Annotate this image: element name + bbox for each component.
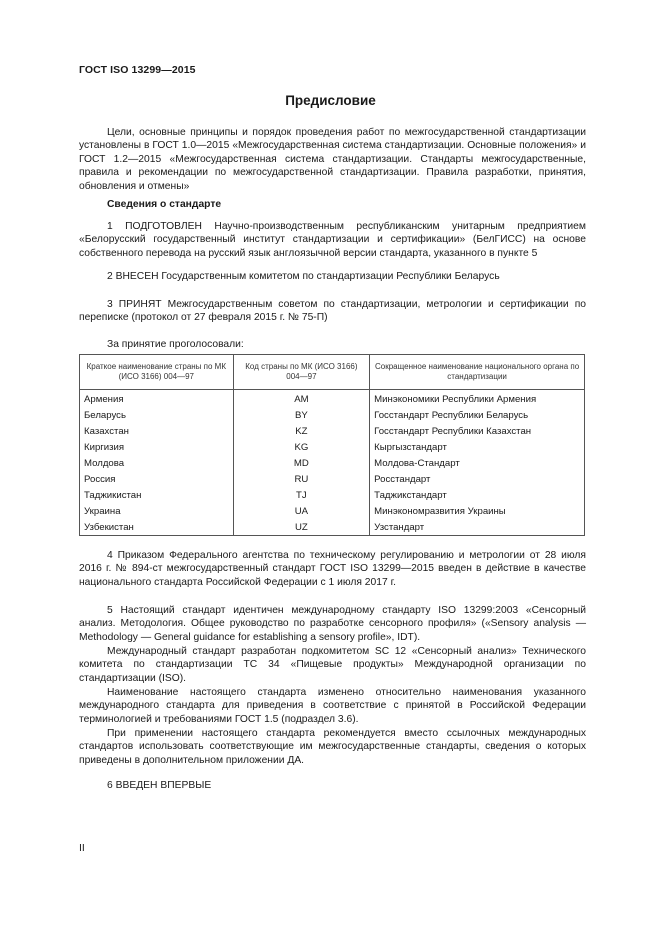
table-row [80, 487, 585, 503]
countries-table [79, 354, 585, 536]
page-number: II [79, 842, 85, 854]
item-3-paragraph: 3 ПРИНЯТ Межгосударственным советом по стандартизации, метрологии и сертификации по переписке (протокол от 27 февраля 2015 г. № 75-П) [79, 299, 586, 324]
header-country: Краткое наименование страны по МК (ИСО 3166) 004—97 [80, 355, 234, 390]
code-cell: KZ [233, 424, 370, 440]
country-cell: Киргизия [80, 440, 234, 456]
country-cell: Беларусь [80, 408, 234, 424]
vote-label: За принятие проголосовали: [107, 339, 244, 350]
code-cell: UZ [233, 519, 370, 535]
table-row [80, 440, 585, 456]
header-code: Код страны по МК (ИСО 3166) 004—97 [233, 355, 370, 390]
table-row [80, 456, 585, 472]
table-row [80, 424, 585, 440]
code-cell: KG [233, 440, 370, 456]
agency-cell: Молдова-Стандарт [370, 456, 585, 472]
code-cell: AM [233, 390, 370, 408]
header-agency: Сокращенное наименование национального органа по стандартизации [370, 355, 585, 390]
item-5-references-paragraph: При применении настоящего стандарта рекомендуется вместо ссылочных международных стандартов использовать соответствующие им межгосударственные стандарты, сведения о которых приведены в дополнительном приложении ДА. [79, 728, 586, 766]
item-6-line: 6 ВВЕДЕН ВПЕРВЫЕ [107, 780, 212, 791]
item-5-naming-paragraph: Наименование настоящего стандарта изменено относительно наименования указанного международного стандарта для приведения в соответствие с принятой в Российской Федерации терминологией и требованиями ГОСТ 1.5 (подраздел 3.6). [79, 687, 586, 725]
agency-cell: Росстандарт [370, 471, 585, 487]
agency-cell: Узстандарт [370, 519, 585, 535]
item-2-paragraph: 2 ВНЕСЕН Государственным комитетом по стандартизации Республики Беларусь [107, 271, 500, 282]
agency-cell: Госстандарт Республики Беларусь [370, 408, 585, 424]
code-cell: UA [233, 503, 370, 519]
table-header-row [80, 355, 585, 390]
agency-cell: Кыргызстандарт [370, 440, 585, 456]
country-cell: Армения [80, 390, 234, 408]
country-cell: Молдова [80, 456, 234, 472]
intro-paragraph: Цели, основные принципы и порядок проведения работ по межгосударственной стандартизации установлены в ГОСТ 1.0—2015 «Межгосударственная система стандартизации. Основные положения» и ГОСТ 1.2—2015 «Межгосударственная система стандартизации. Стандарты межгосударственные, правила и рекомендации по межгосударственной стандартизации. Правила разработки, принятия, обновления и отмены» [79, 127, 586, 192]
agency-cell: Таджикстандарт [370, 487, 585, 503]
country-cell: Россия [80, 471, 234, 487]
table-row [80, 471, 585, 487]
section-subtitle: Сведения о стандарте [107, 199, 222, 210]
table-row [80, 390, 585, 408]
document-header: ГОСТ ISO 13299—2015 [79, 64, 196, 76]
agency-cell: Минэкономики Республики Армения [370, 390, 585, 408]
code-cell: RU [233, 471, 370, 487]
item-5-developer-paragraph: Международный стандарт разработан подкомитетом SC 12 «Сенсорный анализ» Технического комитета по стандартизации ТС 34 «Пищевые продукты» Международной организации по стандартизации (ISO). [79, 646, 586, 684]
item-4-paragraph: 4 Приказом Федерального агентства по техническому регулированию и метрологии от 28 июля 2016 г. № 894-ст межгосударственный стандарт ГОСТ ISO 13299—2015 введен в действие в качестве национального стандарта Российской Федерации с 1 июля 2017 г. [79, 550, 586, 588]
agency-cell: Минэкономразвития Украины [370, 503, 585, 519]
country-cell: Узбекистан [80, 519, 234, 535]
table-row [80, 503, 585, 519]
code-cell: MD [233, 456, 370, 472]
country-cell: Казахстан [80, 424, 234, 440]
item-5-paragraph: 5 Настоящий стандарт идентичен международному стандарту ISO 13299:2003 «Сенсорный анализ. Методология. Общее руководство по разработке сенсорного профиля» («Sensory analysis — Methodology — General guidance for establishing a sensory profile», IDT). [79, 605, 586, 643]
country-cell: Украина [80, 503, 234, 519]
code-cell: BY [233, 408, 370, 424]
code-cell: TJ [233, 487, 370, 503]
item-1-paragraph: 1 ПОДГОТОВЛЕН Научно-производственным республиканским унитарным предприятием «Белорусский государственный институт стандартизации и сертификации» (БелГИСС) на основе собственного перевода на русский язык англоязычной версии стандарта, указанного в пункте 5 [79, 221, 586, 259]
agency-cell: Госстандарт Республики Казахстан [370, 424, 585, 440]
table-row [80, 519, 585, 535]
country-cell: Таджикистан [80, 487, 234, 503]
page-title: Предисловие [285, 93, 376, 108]
table-row [80, 408, 585, 424]
